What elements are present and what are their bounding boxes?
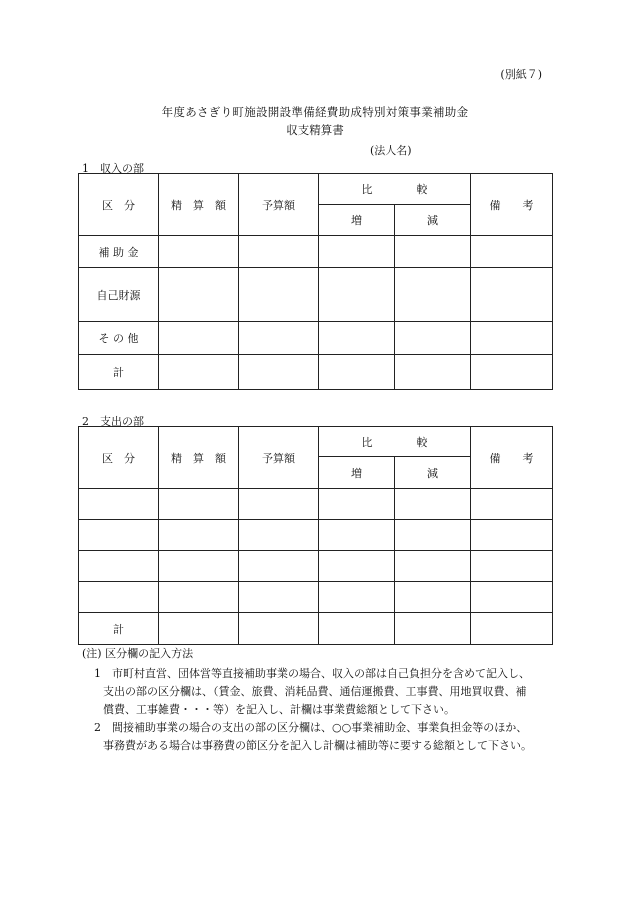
table-cell <box>239 613 319 645</box>
table-cell <box>471 520 553 551</box>
table-cell <box>159 551 239 582</box>
table-cell <box>79 489 159 520</box>
table-cell <box>395 355 471 390</box>
table-cell <box>319 489 395 520</box>
table-cell <box>395 489 471 520</box>
table-cell <box>159 355 239 390</box>
income-total-label: 計 <box>79 355 159 390</box>
table-cell <box>319 582 395 613</box>
table-cell <box>239 236 319 268</box>
note-line: 支出の部の区分欄は、（賃金、旅費、消耗品費、通信運搬費、工事費、用地買収費、補 <box>103 685 527 698</box>
table-cell <box>395 520 471 551</box>
expense-header-decrease: 減 <box>395 457 471 489</box>
note-line: 事務費がある場合は事務費の節区分を記入し計欄は補助等に要する総額として下さい。 <box>103 739 532 752</box>
notes-heading: (注) 区分欄の記入方法 <box>82 647 194 660</box>
table-cell <box>471 551 553 582</box>
income-header-remarks: 備 考 <box>471 174 553 236</box>
table-cell <box>159 489 239 520</box>
table-cell <box>471 268 553 322</box>
table-cell <box>239 489 319 520</box>
expense-header-remarks: 備 考 <box>471 427 553 489</box>
document-title: 年度あさぎり町施設開設準備経費助成特別対策事業補助金 <box>161 105 469 119</box>
table-cell <box>159 236 239 268</box>
table-row <box>79 582 553 613</box>
expense-header-increase: 増 <box>319 457 395 489</box>
income-header-budget: 予算額 <box>239 174 319 236</box>
income-header-category: 区 分 <box>79 174 159 236</box>
expense-table <box>78 426 553 645</box>
table-row <box>79 520 553 551</box>
table-cell <box>395 322 471 355</box>
income-header-increase: 増 <box>319 205 395 236</box>
table-row <box>79 489 553 520</box>
expense-header-budget: 予算額 <box>239 427 319 489</box>
table-cell <box>239 322 319 355</box>
table-cell <box>159 268 239 322</box>
table-row <box>79 236 553 268</box>
table-cell <box>239 355 319 390</box>
note-line: 償費、工事雑費・・・等）を記入し、計欄は事業費総額として下さい。 <box>103 703 455 716</box>
table-cell <box>239 582 319 613</box>
table-cell <box>471 355 553 390</box>
table-cell <box>471 613 553 645</box>
table-cell <box>239 520 319 551</box>
income-row-label: そ の 他 <box>79 322 159 355</box>
table-cell <box>159 582 239 613</box>
table-cell <box>239 268 319 322</box>
expense-header-settled: 精 算 額 <box>159 427 239 489</box>
table-cell <box>395 551 471 582</box>
income-row-label: 自己財源 <box>79 268 159 322</box>
table-cell <box>471 236 553 268</box>
income-table <box>78 173 553 390</box>
expense-section-title: 2 支出の部 <box>82 415 144 428</box>
table-cell <box>319 322 395 355</box>
annex-label: (別紙７) <box>500 68 542 81</box>
income-section-title: 1 収入の部 <box>82 162 144 175</box>
table-cell <box>395 236 471 268</box>
table-cell <box>319 355 395 390</box>
note-line: 2 間接補助事業の場合の支出の部の区分欄は、○○事業補助金、事業負担金等のほか、 <box>94 721 528 734</box>
table-cell <box>395 268 471 322</box>
table-cell <box>471 489 553 520</box>
expense-total-label: 計 <box>79 613 159 645</box>
table-cell <box>395 613 471 645</box>
table-row <box>79 551 553 582</box>
table-cell <box>319 613 395 645</box>
table-cell <box>239 551 319 582</box>
income-header-settled: 精 算 額 <box>159 174 239 236</box>
table-cell <box>79 551 159 582</box>
table-cell <box>319 551 395 582</box>
table-cell <box>79 582 159 613</box>
table-cell <box>159 613 239 645</box>
table-cell <box>159 322 239 355</box>
table-cell <box>471 582 553 613</box>
table-cell <box>159 520 239 551</box>
table-cell <box>471 322 553 355</box>
table-cell <box>319 236 395 268</box>
table-row <box>79 613 553 645</box>
expense-header-category: 区 分 <box>79 427 159 489</box>
corporation-label: (法人名) <box>370 144 412 157</box>
note-line: 1 市町村直営、団体営等直接補助事業の場合、収入の部は自己負担分を含めて記入し、 <box>94 667 530 680</box>
income-header-compare: 比 較 <box>319 174 471 205</box>
income-row-label: 補 助 金 <box>79 236 159 268</box>
table-row <box>79 355 553 390</box>
table-row <box>79 268 553 322</box>
table-row <box>79 322 553 355</box>
table-cell <box>319 520 395 551</box>
table-cell <box>79 520 159 551</box>
expense-header-compare: 比 較 <box>319 427 471 457</box>
table-cell <box>319 268 395 322</box>
income-header-decrease: 減 <box>395 205 471 236</box>
document-subtitle: 収支精算書 <box>286 123 344 137</box>
table-cell <box>395 582 471 613</box>
